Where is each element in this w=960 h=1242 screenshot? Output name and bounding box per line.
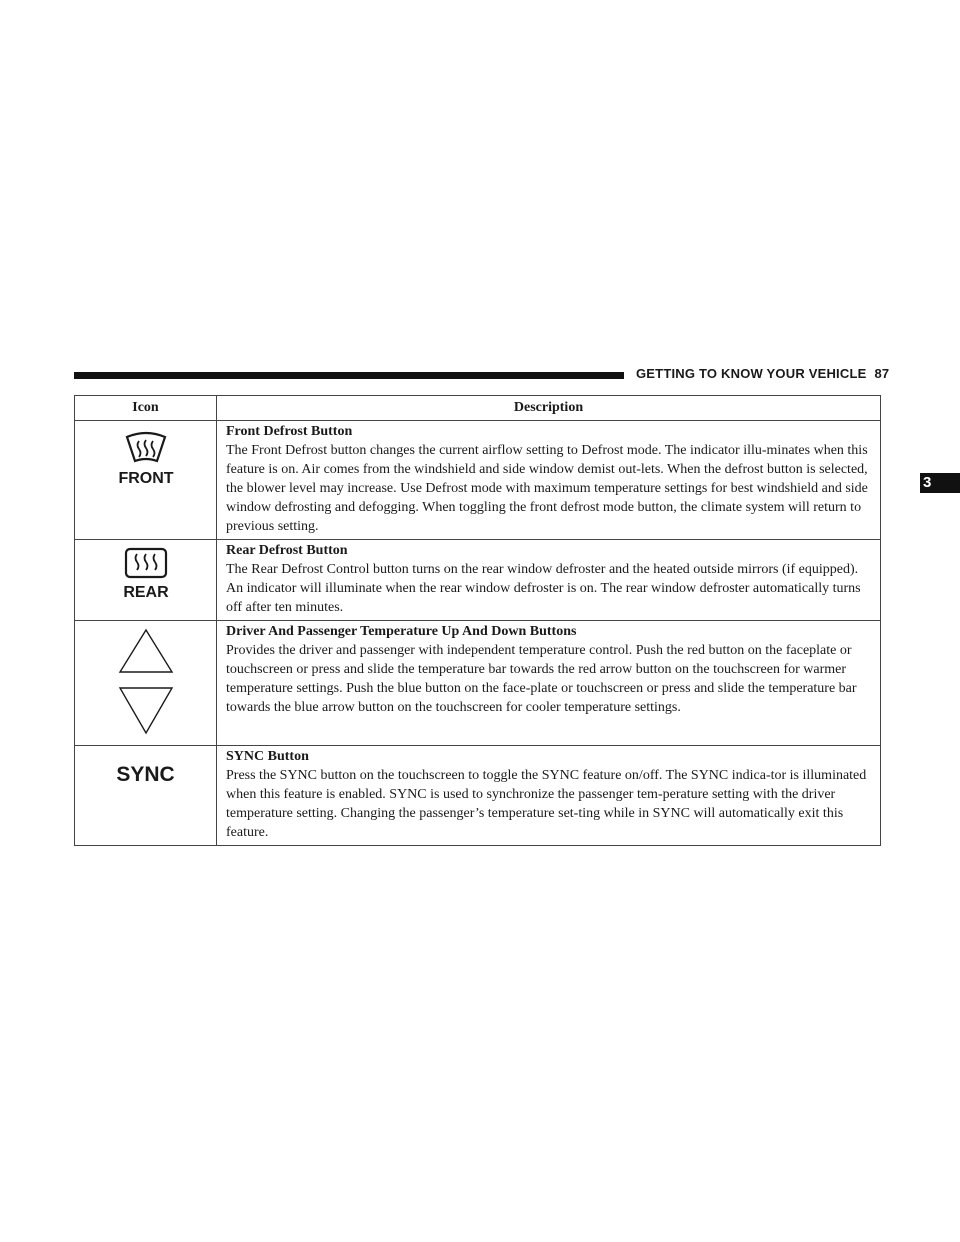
table-row — [75, 621, 881, 746]
temperature-up-icon — [120, 630, 172, 672]
row-title: Driver And Passenger Temperature Up And Down Buttons — [226, 624, 577, 639]
description-cell — [217, 421, 881, 540]
description-cell — [217, 540, 881, 621]
chapter-tab: 3 — [920, 473, 960, 493]
running-header — [636, 366, 889, 381]
temperature-up-down-icon — [111, 627, 181, 739]
temperature-down-icon — [120, 688, 172, 733]
table-row — [75, 746, 881, 846]
page-number: 87 — [874, 366, 890, 381]
table-row — [75, 540, 881, 621]
icon-description-table — [74, 395, 881, 846]
icon-label-front: FRONT — [117, 470, 174, 487]
column-header-icon: Icon — [75, 396, 217, 421]
column-header-description: Description — [217, 396, 881, 421]
icon-cell — [75, 540, 217, 621]
icon-cell — [75, 746, 217, 846]
icon-cell — [75, 421, 217, 540]
row-description: The Rear Defrost Control button turns on the rear window defroster and the heated outside mirrors (if equipped). An indicator will illuminate when the rear window defroster is on. The rear window defroster automatically turns off after ten minutes. — [226, 562, 861, 615]
header-rule — [74, 372, 624, 379]
row-title: Rear Defrost Button — [226, 543, 348, 558]
icon-cell — [75, 621, 217, 746]
section-title: GETTING TO KNOW YOUR VEHICLE — [636, 366, 867, 381]
row-title: Front Defrost Button — [226, 424, 353, 439]
row-description: The Front Defrost button changes the current airflow setting to Defrost mode. The indicator illu-minates when this feature is on. Air comes from the windshield and side window demist out-lets. When the defrost button is selected, the blower level may increase. Use Defrost mode with maximum temperature settings for best windshield and side window defrosting and defogging. When toggling the front defrost mode button, the climate system will return to previous setting. — [226, 443, 868, 534]
icon-label-rear: REAR — [122, 584, 169, 601]
row-title: SYNC Button — [226, 749, 309, 764]
sync-icon: SYNC — [116, 763, 175, 786]
description-cell — [217, 746, 881, 846]
rear-defrost-icon — [111, 545, 181, 605]
table-row — [75, 421, 881, 540]
front-defrost-icon — [111, 427, 181, 487]
row-description: Provides the driver and passenger with independent temperature control. Push the red button on the faceplate or touchscreen or press and slide the temperature bar towards the red arrow button on the touchscreen for warmer temperature settings. Push the blue button on the face-plate or touchscreen or press and slide the temperature bar towards the blue arrow button on the touchscreen for cooler temperature settings. — [226, 643, 857, 715]
row-description: Press the SYNC button on the touchscreen to toggle the SYNC feature on/off. The SYNC indica-tor is illuminated when this feature is enabled. SYNC is used to synchronize the passenger tem-perature setting with the driver temperature setting. Changing the passenger’s temperature set-ting while in SYNC will automatically exit this feature. — [226, 768, 867, 840]
description-cell — [217, 621, 881, 746]
table-header-row — [75, 396, 881, 421]
